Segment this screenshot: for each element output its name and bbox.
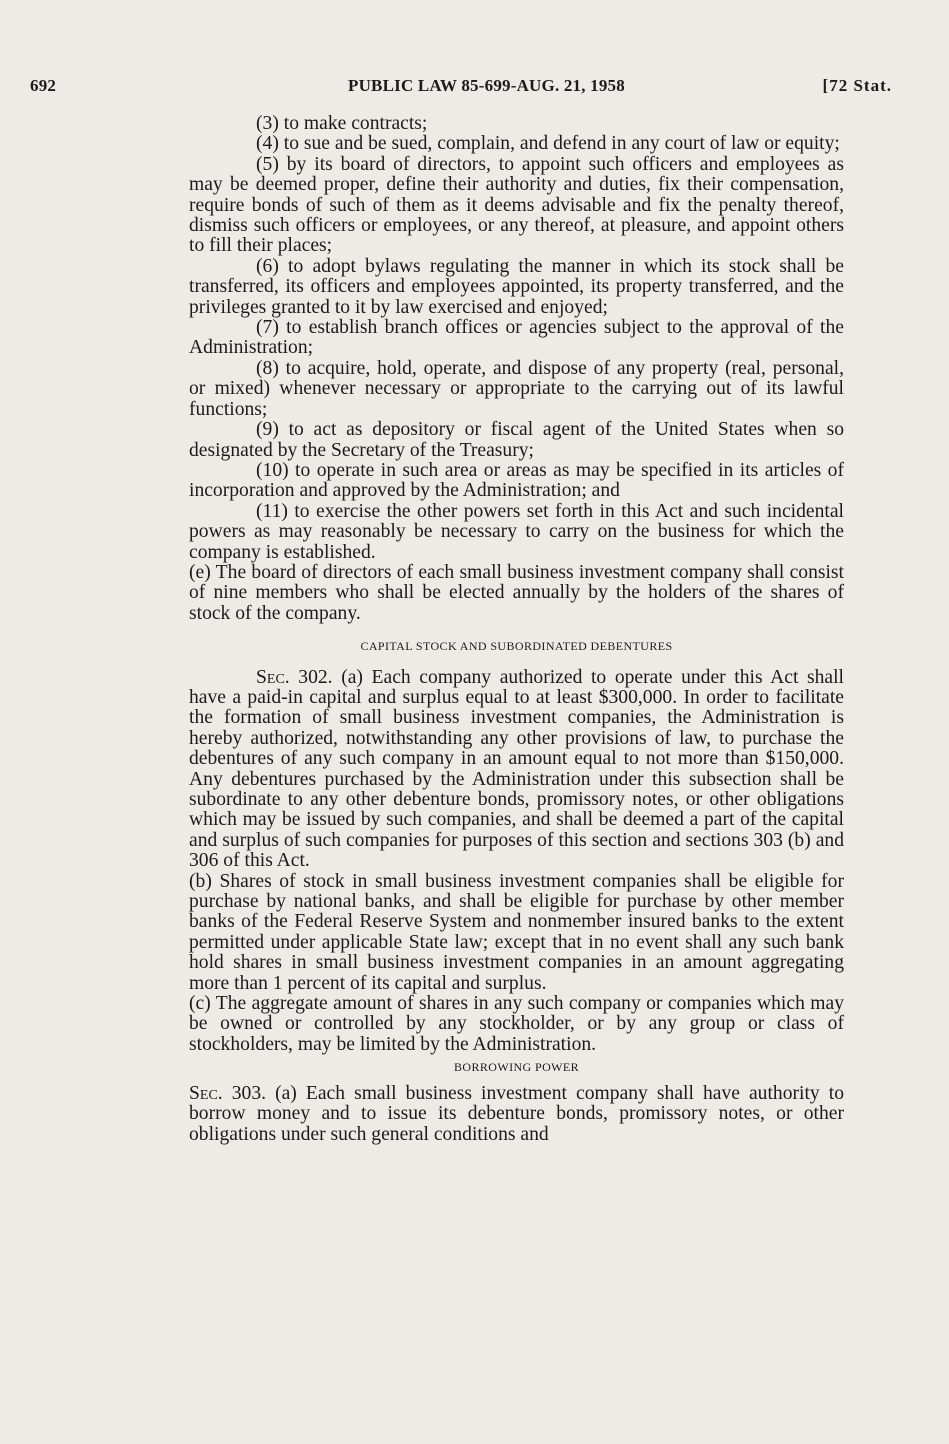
section-302-a <box>189 668 844 872</box>
section-heading-borrowing-power: BORROWING POWER <box>454 1060 579 1075</box>
clause-5: (5) by its board of directors, to appoint such officers and employees as may be deemed proper, define their authority and duties, fix their compensation, require bonds of such of them as it deems advisable and fix the penalty thereof, dismiss such officers or employees, or any thereof, at pleasure, and appoint others to fill their places; <box>189 153 844 257</box>
clause-10: (10) to operate in such area or areas as may be specified in its articles of incorporation and approved by the Administration; and <box>189 459 844 502</box>
section-302-c: (c) The aggregate amount of shares in any such company or companies which may be owned or controlled by any stockholder, or by any group or class of stockholders, may be limited by the Administration. <box>189 993 844 1055</box>
clause-3: (3) to make contracts; <box>256 113 428 134</box>
clause-6: (6) to adopt bylaws regulating the manner in which its stock shall be transferred, its officers and employees appointed, its property transferred, and the privileges granted to it by law exercised and enjoyed; <box>189 255 844 318</box>
statute-reference: [72 Stat. <box>822 76 892 95</box>
subsection-e: (e) The board of directors of each small business investment company shall consist of nine members who shall be elected annually by the holders of the shares of stock of the company. <box>189 561 844 624</box>
body-text <box>189 114 844 1145</box>
clause-7: (7) to establish branch offices or agencies subject to the approval of the Administration; <box>189 317 844 359</box>
section-303-a-text: (a) Each small business investment company shall have authority to borrow money and to issue its debenture bonds, promissory notes, or other obligations under such general conditions and <box>189 1082 845 1145</box>
clause-9: (9) to act as depository or fiscal agent of the United States when so designated by the Secretary of the Treasury; <box>189 419 844 461</box>
section-303-a <box>189 1084 844 1145</box>
clause-8: (8) to acquire, hold, operate, and dispose of any property (real, personal, or mixed) whenever necessary or appropriate to the carrying out of its lawful functions; <box>189 357 844 420</box>
section-302-b: (b) Shares of stock in small business investment companies shall be eligible for purchase by national banks, and shall be eligible for purchase by other member banks of the Federal Reserve System and nonmember insured banks to the extent permitted under applicable State law; except that in no event shall any such bank hold shares in small business investment companies in an amount aggregating more than 1 percent of its capital and surplus. <box>189 870 844 994</box>
clause-4: (4) to sue and be sued, complain, and defend in any court of law or equity; <box>256 133 840 155</box>
section-302-a-text: (a) Each company authorized to operate under this Act shall have a paid-in capital and surplus equal to at least $300,000. In order to facilitate the formation of small business investment companies, the Administration is hereby authorized, notwithstanding any other provisions of law, to purchase the debentures of any such company in an amount equal to not more than $150,000. Any debentures purchased by the Administration under this subsection shall be subordinate to any other debenture bonds, promissory notes, or other obligations which may be issued by such companies, and shall be deemed a part of the capital and surplus of such companies for purposes of this section and sections 303 (b) and 306 of this Act. <box>189 666 844 872</box>
section-303-label: Sec. 303. <box>189 1082 267 1104</box>
section-heading-capital-stock: CAPITAL STOCK AND SUBORDINATED DEBENTURES <box>360 639 673 654</box>
section-302-label: Sec. 302. <box>256 666 333 688</box>
page-header <box>30 76 892 100</box>
clause-11: (11) to exercise the other powers set forth in this Act and such incidental powers as may reasonably be necessary to carry on the business for which the company is established. <box>189 500 844 563</box>
running-title: PUBLIC LAW 85-699-AUG. 21, 1958 <box>348 76 625 95</box>
page-number: 692 <box>30 76 57 95</box>
